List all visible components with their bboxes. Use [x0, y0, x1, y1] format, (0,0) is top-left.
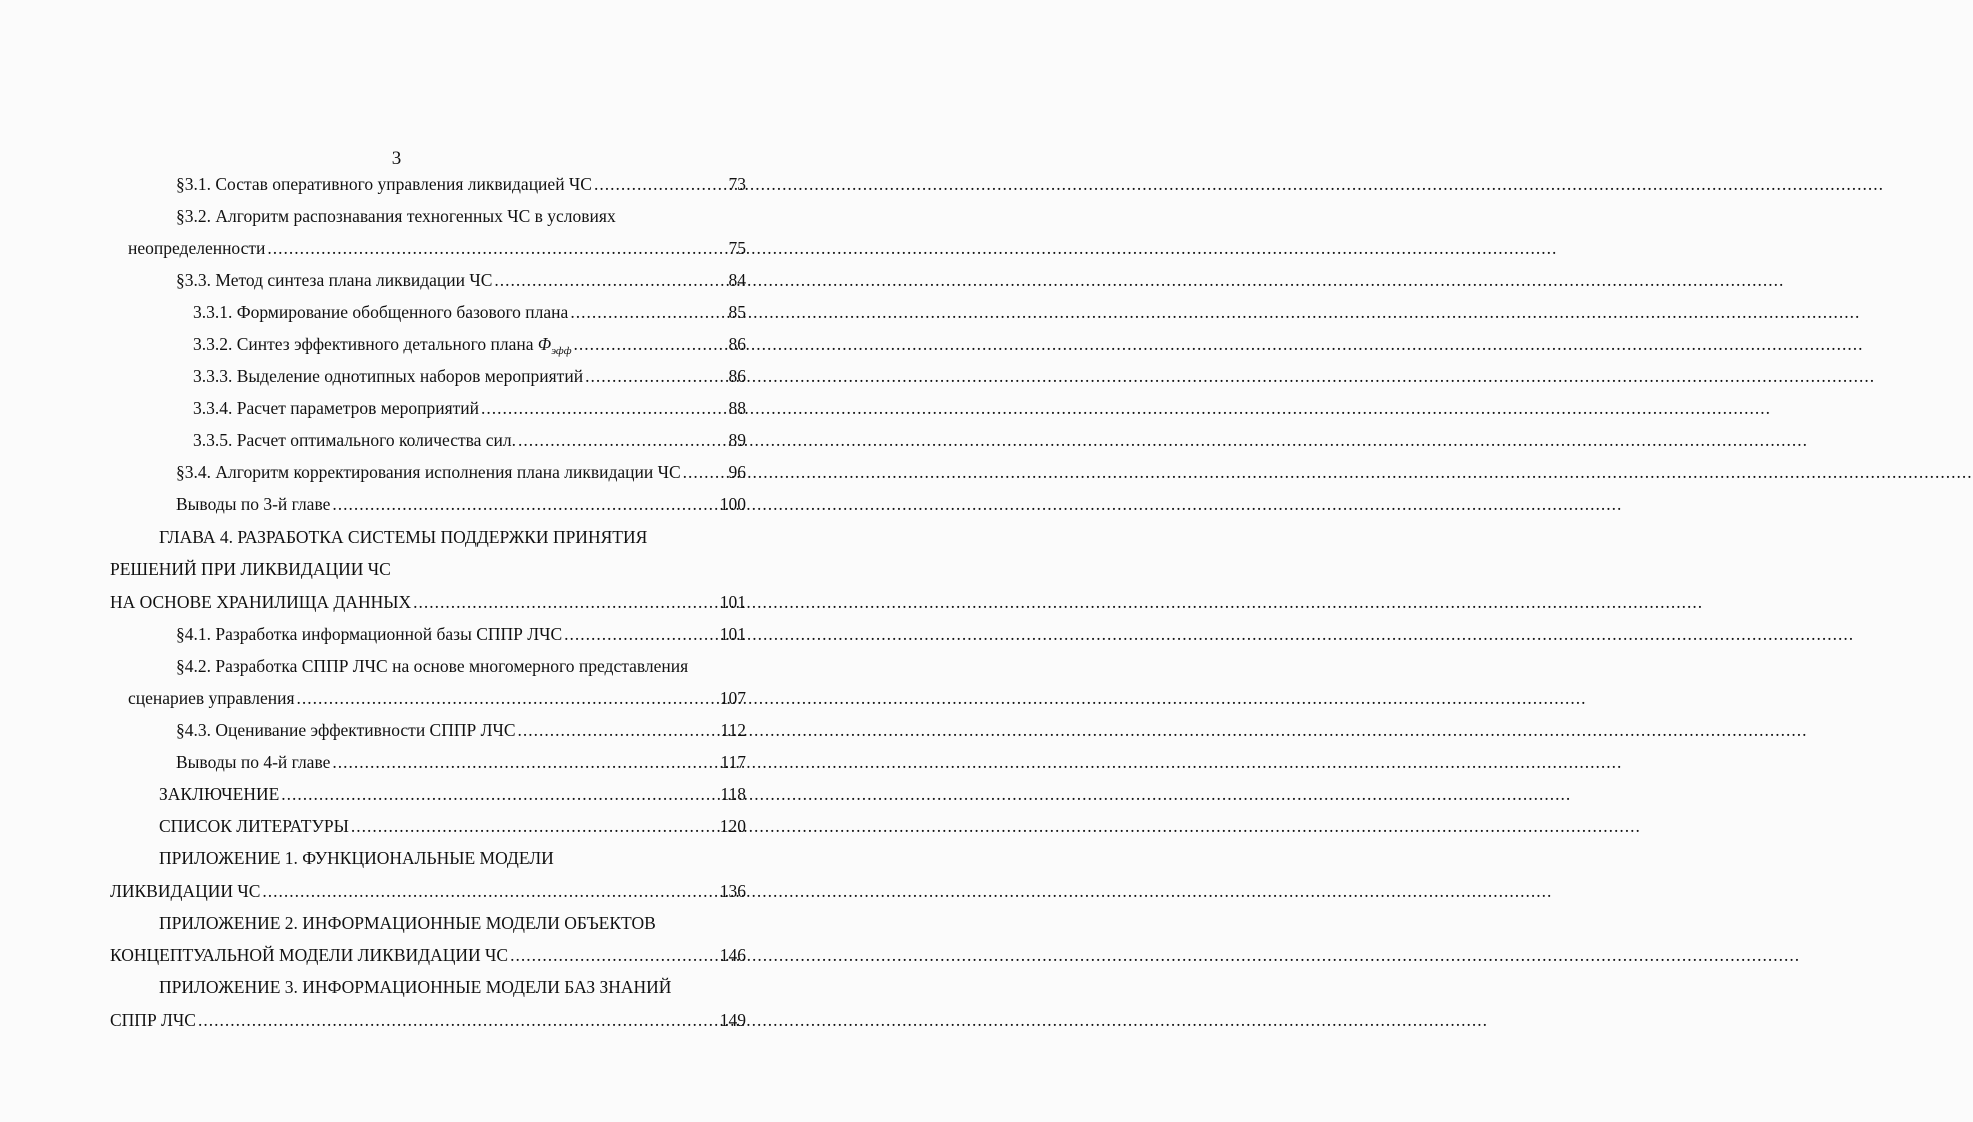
toc-entry-title: КОНЦЕПТУАЛЬНОЙ МОДЕЛИ ЛИКВИДАЦИИ ЧС: [110, 945, 509, 965]
toc-entry-page: 85: [728, 302, 746, 322]
toc-entry-page: 100: [719, 494, 746, 514]
dot-leader: [198, 1006, 718, 1034]
toc-entry-appendix-3-cont[interactable]: [110, 1006, 746, 1034]
toc-entry-title: §4.1. Разработка информационной базы СППР ЛЧС: [176, 624, 563, 644]
toc-entry-3-3-5[interactable]: [193, 426, 746, 454]
toc-entry-title: ГЛАВА 4. РАЗРАБОТКА СИСТЕМЫ ПОДДЕРЖКИ ПРИНЯТИЯ: [159, 527, 648, 547]
toc-entry-title: Выводы по 4-й главе: [176, 752, 331, 772]
toc-entry-appendix-2-cont[interactable]: [110, 941, 746, 969]
toc-entry-page: 89: [728, 430, 746, 450]
dot-leader: [683, 458, 727, 486]
toc-entry-page: 101: [719, 592, 746, 612]
toc-entry-page: 88: [728, 398, 746, 418]
toc-entry-page: 73: [728, 174, 746, 194]
toc-entry-4-2[interactable]: [176, 652, 746, 680]
toc-entry-3-3-3[interactable]: [193, 362, 746, 390]
toc-entry-page: 117: [720, 752, 746, 772]
toc-entry-title: §3.1. Состав оперативного управления ликвидацией ЧС: [176, 174, 592, 194]
toc-entry-ch3-conclusions[interactable]: [176, 490, 746, 518]
toc-entry-appendix-2[interactable]: [159, 909, 746, 937]
dot-leader: [332, 748, 718, 776]
toc-entry-title: §3.3. Метод синтеза плана ликвидации ЧС: [176, 270, 493, 290]
toc-entry-3-2-cont[interactable]: [128, 234, 746, 262]
toc-entry-3-3[interactable]: [176, 266, 746, 294]
toc-entry-title: Выводы по 3-й главе: [176, 494, 331, 514]
dot-leader: [481, 394, 727, 422]
toc-entry-appendix-3[interactable]: [159, 973, 746, 1001]
toc-entry-page: 75: [728, 238, 746, 258]
dot-leader: [281, 780, 718, 808]
toc-entry-title: §3.2. Алгоритм распознавания техногенных ЧС в условиях: [176, 206, 616, 226]
dot-leader: [332, 490, 717, 518]
toc-entry-chapter-4-cont2[interactable]: [110, 588, 746, 616]
dot-leader: [510, 941, 718, 969]
dot-leader: [570, 298, 726, 326]
toc-entry-title: 3.3.1. Формирование обобщенного базового плана: [193, 302, 569, 322]
toc-entry-page: 146: [719, 945, 746, 965]
toc-entry-3-3-4[interactable]: [193, 394, 746, 422]
toc-entry-references[interactable]: [159, 812, 746, 840]
toc-entry-4-3[interactable]: [176, 716, 746, 744]
phi-subscript: эфф: [551, 345, 572, 357]
dot-leader: [494, 266, 726, 294]
toc-entry-chapter-4-cont[interactable]: [110, 555, 746, 583]
page-number: 3: [391, 148, 402, 169]
toc-entry-appendix-1[interactable]: [159, 844, 746, 872]
dot-leader: [262, 877, 717, 905]
toc-entry-3-3-2[interactable]: [193, 330, 746, 358]
toc-entry-page: 107: [719, 688, 746, 708]
toc-entry-title: неопределенности: [128, 238, 266, 258]
toc-entry-title: сценариев управления: [128, 688, 295, 708]
toc-entry-title: 3.3.3. Выделение однотипных наборов мероприятий: [193, 366, 584, 386]
dot-leader: [413, 588, 718, 616]
toc-entry-title: ПРИЛОЖЕНИЕ 3. ИНФОРМАЦИОННЫЕ МОДЕЛИ БАЗ ЗНАНИЙ: [159, 977, 672, 997]
toc-entry-title-text: 3.3.2. Синтез эффективного детального плана: [193, 334, 534, 354]
dot-leader: [518, 426, 726, 454]
toc-entry-conclusion[interactable]: [159, 780, 746, 808]
toc-entry-page: 86: [728, 366, 746, 386]
toc-entry-title: 3.3.4. Расчет параметров мероприятий: [193, 398, 479, 418]
toc-entry-title: РЕШЕНИЙ ПРИ ЛИКВИДАЦИИ ЧС: [110, 559, 391, 579]
toc-entry-3-3-1[interactable]: [193, 298, 746, 326]
dot-leader: [297, 684, 718, 712]
toc-entry-page: 120: [719, 816, 746, 836]
toc-entry-4-2-cont[interactable]: [128, 684, 746, 712]
toc-entry-page: 136: [719, 881, 746, 901]
toc-entry-page: 112: [720, 720, 746, 740]
toc-entry-title: ПРИЛОЖЕНИЕ 1. ФУНКЦИОНАЛЬНЫЕ МОДЕЛИ: [159, 848, 554, 868]
dot-leader: [351, 812, 718, 840]
toc-entry-title: НА ОСНОВЕ ХРАНИЛИЩА ДАННЫХ: [110, 592, 412, 612]
toc-entry-title: §4.2. Разработка СППР ЛЧС на основе многомерного представления: [176, 656, 689, 676]
dot-leader: [585, 362, 726, 390]
toc-entry-title: §4.3. Оценивание эффективности СППР ЛЧС: [176, 720, 516, 740]
toc-entry-page: 84: [728, 270, 746, 290]
toc-entry-4-1[interactable]: [176, 620, 746, 648]
dot-leader: [518, 716, 719, 744]
toc-entry-chapter-4[interactable]: [159, 523, 746, 551]
toc-entry-page: 96: [728, 462, 746, 482]
dot-leader: [594, 170, 727, 198]
toc-entry-3-1[interactable]: [176, 170, 746, 198]
dot-leader: [267, 234, 726, 262]
toc-entry-page: 118: [720, 784, 746, 804]
toc-entry-appendix-1-cont[interactable]: [110, 877, 746, 905]
toc-entry-3-2[interactable]: [176, 202, 746, 230]
toc-entry-title: ПРИЛОЖЕНИЕ 2. ИНФОРМАЦИОННЫЕ МОДЕЛИ ОБЪЕКТОВ: [159, 913, 656, 933]
toc-entry-title: 3.3.5. Расчет оптимального количества сил.: [193, 430, 517, 450]
toc-entry-title: §3.4. Алгоритм корректирования исполнения плана ликвидации ЧС: [176, 462, 681, 482]
toc-entry-title: СППР ЛЧС: [110, 1010, 196, 1030]
phi-symbol: Φ: [537, 334, 552, 354]
toc-entry-page: 101: [719, 624, 746, 644]
toc-entry-title: СПИСОК ЛИТЕРАТУРЫ: [159, 816, 349, 836]
toc-entry-title: ЛИКВИДАЦИИ ЧС: [110, 881, 261, 901]
toc-entry-page: 149: [719, 1010, 746, 1030]
toc-entry-page: 86: [728, 334, 746, 354]
toc-entry-3-4[interactable]: [176, 458, 746, 486]
toc-entry-title: ЗАКЛЮЧЕНИЕ: [159, 784, 280, 804]
dot-leader: [564, 620, 718, 648]
toc-entry-ch4-conclusions[interactable]: [176, 748, 746, 776]
dot-leader: [574, 330, 727, 358]
toc-entry-title: [193, 330, 572, 365]
